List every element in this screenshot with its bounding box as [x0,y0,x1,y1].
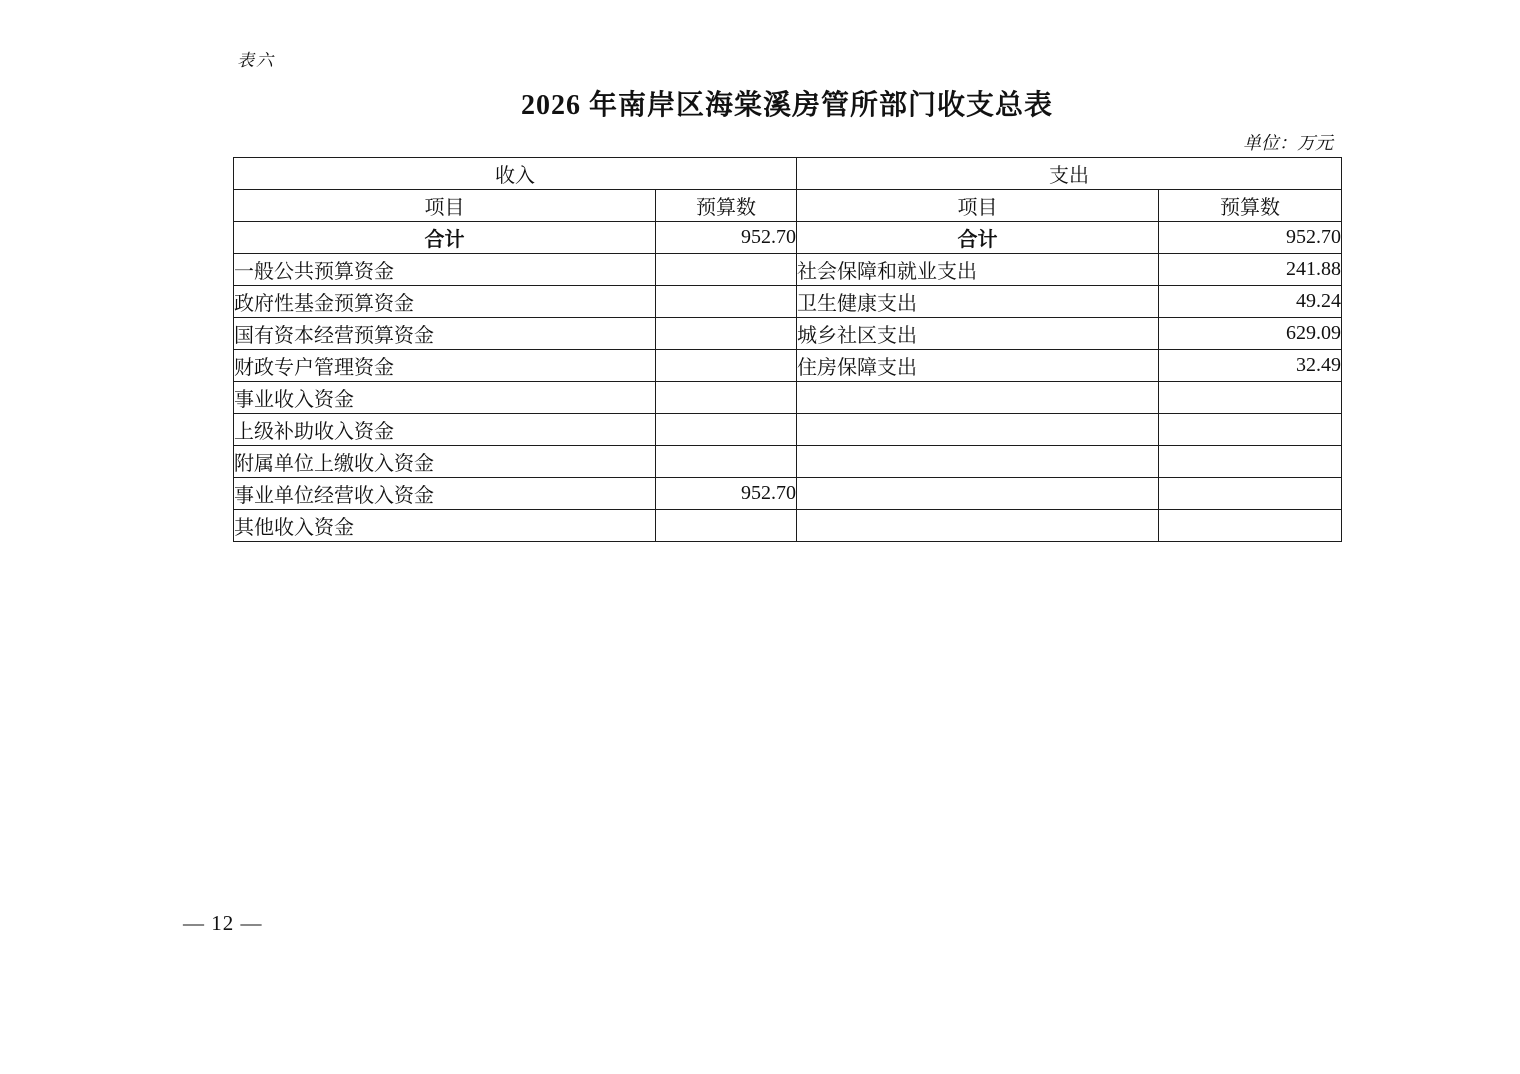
expense-amount-cell: 32.49 [1159,350,1342,382]
expense-amount-cell [1159,446,1342,478]
page-number: — 12 — [183,911,263,935]
expense-section-header: 支出 [797,158,1342,190]
income-item-cell: 其他收入资金 [234,510,656,542]
expense-item-cell: 城乡社区支出 [797,318,1159,350]
table-row [234,478,1342,510]
table-index-label: 表六 [237,51,275,70]
expense-amount-cell: 241.88 [1159,254,1342,286]
income-amount-cell [656,446,797,478]
column-header-row [234,190,1342,222]
table-row [234,446,1342,478]
table-row [234,350,1342,382]
expense-amount-cell [1159,478,1342,510]
table-row [234,414,1342,446]
income-section-header: 收入 [234,158,797,190]
section-header-row [234,158,1342,190]
income-amount-cell [656,286,797,318]
income-amount-cell [656,414,797,446]
income-item-cell: 财政专户管理资金 [234,350,656,382]
table-row [234,318,1342,350]
table-row [234,286,1342,318]
expense-amount-cell: 49.24 [1159,286,1342,318]
expense-amount-cell [1159,382,1342,414]
expense-item-cell [797,446,1159,478]
expense-item-cell: 卫生健康支出 [797,286,1159,318]
budget-summary-table [233,157,1342,542]
expense-item-column-header: 项目 [797,190,1159,222]
page-title: 2026 年南岸区海棠溪房管所部门收支总表 [520,90,1053,121]
income-amount-cell [656,254,797,286]
expense-item-cell: 住房保障支出 [797,350,1159,382]
unit-note: 单位：万元 [1243,133,1333,153]
expense-budget-column-header: 预算数 [1159,190,1342,222]
expense-item-cell [797,414,1159,446]
income-amount-cell: 952.70 [656,478,797,510]
income-item-cell: 事业单位经营收入资金 [234,478,656,510]
income-amount-cell [656,318,797,350]
expense-amount-cell: 952.70 [1159,222,1342,254]
income-item-cell: 合计 [234,222,656,254]
income-item-cell: 一般公共预算资金 [234,254,656,286]
expense-item-cell [797,382,1159,414]
income-item-column-header: 项目 [234,190,656,222]
income-item-cell: 国有资本经营预算资金 [234,318,656,350]
income-item-cell: 事业收入资金 [234,382,656,414]
income-item-cell: 上级补助收入资金 [234,414,656,446]
income-item-cell: 附属单位上缴收入资金 [234,446,656,478]
table-row-total [234,222,1342,254]
expense-item-cell: 合计 [797,222,1159,254]
table-row [234,510,1342,542]
expense-item-cell [797,510,1159,542]
income-amount-cell [656,510,797,542]
income-amount-cell [656,350,797,382]
income-amount-cell [656,382,797,414]
income-amount-cell: 952.70 [656,222,797,254]
expense-amount-cell [1159,414,1342,446]
income-item-cell: 政府性基金预算资金 [234,286,656,318]
expense-item-cell: 社会保障和就业支出 [797,254,1159,286]
expense-amount-cell [1159,510,1342,542]
expense-amount-cell: 629.09 [1159,318,1342,350]
expense-item-cell [797,478,1159,510]
income-budget-column-header: 预算数 [656,190,797,222]
table-row [234,254,1342,286]
table-row [234,382,1342,414]
